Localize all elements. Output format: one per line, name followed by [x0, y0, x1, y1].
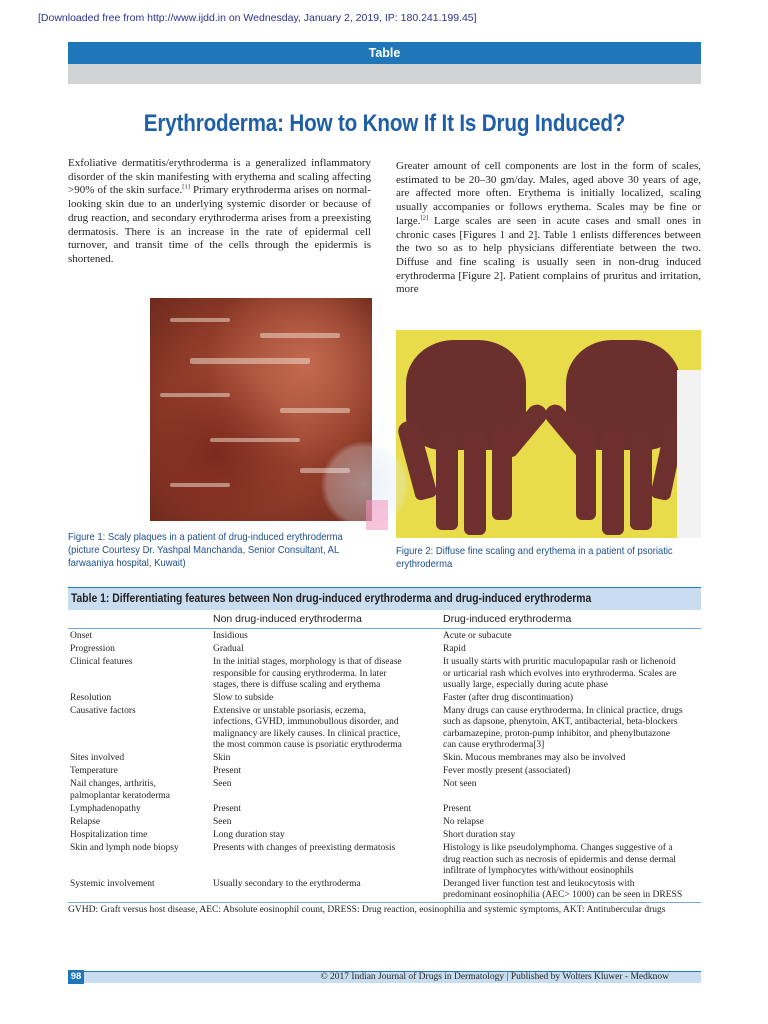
table-cell: Rapid	[443, 644, 466, 655]
body-text: Primary erythroderma arises on normal-looking skin due to an underlying systemic disorder or because of drug reaction, and secondary erythroderma arises from a preexisting dermatosis. There is an increase in the rate of epidermal cell turnover, and transit time of the cells through the epidermis is shortened.	[68, 184, 372, 265]
watermark	[320, 440, 410, 530]
table-cell: Gradual	[213, 644, 244, 655]
table-cell: Present	[213, 803, 241, 814]
table-cell: Fever mostly present (associated)	[443, 766, 571, 777]
download-banner: [Downloaded free from http://www.ijdd.in on Wednesday, January 2, 2019, IP: 180.241.199.45]	[38, 12, 477, 24]
journal-footer: © 2017 Indian Journal of Drugs in Dermatology | Published by Wolters Kluwer - Medknow	[320, 972, 669, 982]
citation-ref-1[interactable]: [1]	[182, 183, 190, 191]
table-cell: Skin. Mucous membranes may also be involved	[443, 753, 626, 764]
table-cell: Faster (after drug discontinuation)	[443, 693, 574, 704]
table-body	[68, 629, 701, 901]
section-subband	[68, 64, 701, 84]
table-cell: Presents with changes of preexisting dermatosis	[213, 843, 396, 854]
table-cell: Many drugs can cause erythroderma. In clinical practice, drugs such as dapsone, phenytoin, AKT, antibacterial, beta-blockers carbamazepine, proton-pump inhibitor, and phenylbutazone can cause erythroderma[3]	[443, 706, 683, 750]
table-cell: In the initial stages, morphology is that of disease responsible for causing erythroderma. In later stages, there is diffuse scaling and erythema	[213, 657, 402, 690]
table-cell: Clinical features	[70, 657, 133, 668]
table-cell: No relapse	[443, 817, 484, 828]
table-cell: Resolution	[70, 693, 112, 704]
table-1	[68, 587, 701, 917]
table-cell: Long duration stay	[213, 830, 285, 841]
table-title-text: Table 1: Differentiating features between Non drug-induced erythroderma and drug-induced erythroderma	[71, 593, 592, 605]
figure-1-caption: Figure 1: Scaly plaques in a patient of drug-induced erythroderma (picture Courtesy Dr. Yashpal Manchanda, Senior Consultant, AL farwaaniya hospital, Kuwait)	[68, 531, 343, 569]
body-text: Greater amount of cell components are lost in the form of scales, estimated to be 20–30 gm/day. Males, aged above 30 years of age, are affected more often. Erythema is initially localized, scaling usually accompanies or follows erythema. Scales may be fine or large.	[396, 160, 701, 227]
citation-ref-2[interactable]: [2]	[420, 214, 429, 222]
table-cell: Systemic involvement	[70, 879, 155, 890]
table-cell: Lymphadenopathy	[70, 803, 141, 814]
table-cell: Skin	[213, 753, 231, 764]
table-row	[68, 655, 701, 691]
table-cell: Temperature	[70, 766, 118, 777]
watermark-accent	[366, 500, 388, 530]
table-cell: It usually starts with pruritic maculopapular rash or lichenoid or urticarial rash which evolves into erythroderma. Scales are usually large, especially during acute phase	[443, 657, 677, 690]
body-column-right	[396, 160, 701, 297]
section-header: Table	[68, 42, 701, 64]
table-row	[68, 642, 701, 655]
table-cell: Sites involved	[70, 753, 125, 764]
table-cell: Not seen	[443, 779, 477, 790]
header-cell: Drug-induced erythroderma	[443, 613, 572, 625]
table-cell: Skin and lymph node biopsy	[70, 843, 179, 854]
table-row	[68, 764, 701, 777]
table-cell: Present	[443, 803, 471, 814]
table-cell: Histology is like pseudolymphoma. Changes suggestive of a drug reaction such as necrosis of epidermis and dense dermal infiltrate of lymphocytes with/without eosinophils	[443, 843, 676, 876]
body-column-left	[68, 157, 371, 267]
page-number: 98	[68, 970, 84, 984]
table-cell: Hospitalization time	[70, 830, 148, 841]
table-row	[68, 841, 701, 877]
body-text: Exfoliative dermatitis/erythroderma is a generalized inflammatory disorder of the skin manifesting with erythema and scaling affecting >90% of the skin surface.	[68, 157, 371, 197]
table-cell: Causative factors	[70, 706, 136, 717]
header-cell: Non drug-induced erythroderma	[213, 613, 362, 625]
table-row	[68, 704, 701, 751]
table-cell: Relapse	[70, 817, 101, 828]
figure-2-image	[396, 330, 701, 538]
table-cell: Insidious	[213, 631, 248, 641]
table-header-row	[68, 610, 701, 629]
table-cell: Present	[213, 766, 241, 777]
table-row	[68, 777, 701, 801]
header-cell	[68, 610, 213, 628]
table-row	[68, 751, 701, 764]
table-row	[68, 877, 701, 901]
table-cell: Short duration stay	[443, 830, 516, 841]
table-cell: Usually secondary to the erythroderma	[213, 879, 361, 890]
table-cell: Onset	[70, 631, 93, 641]
table-row	[68, 629, 701, 642]
table-title	[68, 587, 701, 610]
body-text: Large scales are seen in acute cases and small ones in chronic cases [Figures 1 and 2]. Table 1 enlists differences between the two so as to help physicians differentiate between the two. Diffuse and fine scaling is usually seen in non-drug induced erythroderma [Figure 2]. Patient complains of pruritus and irritation, more	[396, 214, 701, 296]
table-footnote: GVHD: Graft versus host disease, AEC: Absolute eosinophil count, DRESS: Drug reaction, eosinophilia and systemic symptoms, AKT: Antitubercular drugs	[68, 902, 701, 917]
table-row	[68, 691, 701, 704]
table-cell: Extensive or unstable psoriasis, eczema, infections, GVHD, immunobullous disorder, and malignancy are likely causes. In clinical practice, the most common cause is psoriatic erythroderma	[213, 706, 402, 750]
table-cell: Progression	[70, 644, 115, 655]
figure-2-caption: Figure 2: Diffuse fine scaling and erythema in a patient of psoriatic erythroderma	[396, 545, 673, 570]
table-cell: Nail changes, arthritis, palmoplantar keratoderma	[70, 779, 170, 801]
table-cell: Slow to subside	[213, 693, 274, 704]
table-row	[68, 815, 701, 828]
table-row	[68, 828, 701, 841]
table-cell: Acute or subacute	[443, 631, 512, 641]
table-cell: Deranged liver function test and leukocytosis with predominant eosinophilia (AEC> 1000) can be seen in DRESS	[443, 879, 683, 901]
table-cell: Seen	[213, 779, 232, 790]
table-row	[68, 802, 701, 815]
table-cell: Seen	[213, 817, 232, 828]
article-title: Erythroderma: How to Know If It Is Drug Induced?	[143, 110, 626, 137]
